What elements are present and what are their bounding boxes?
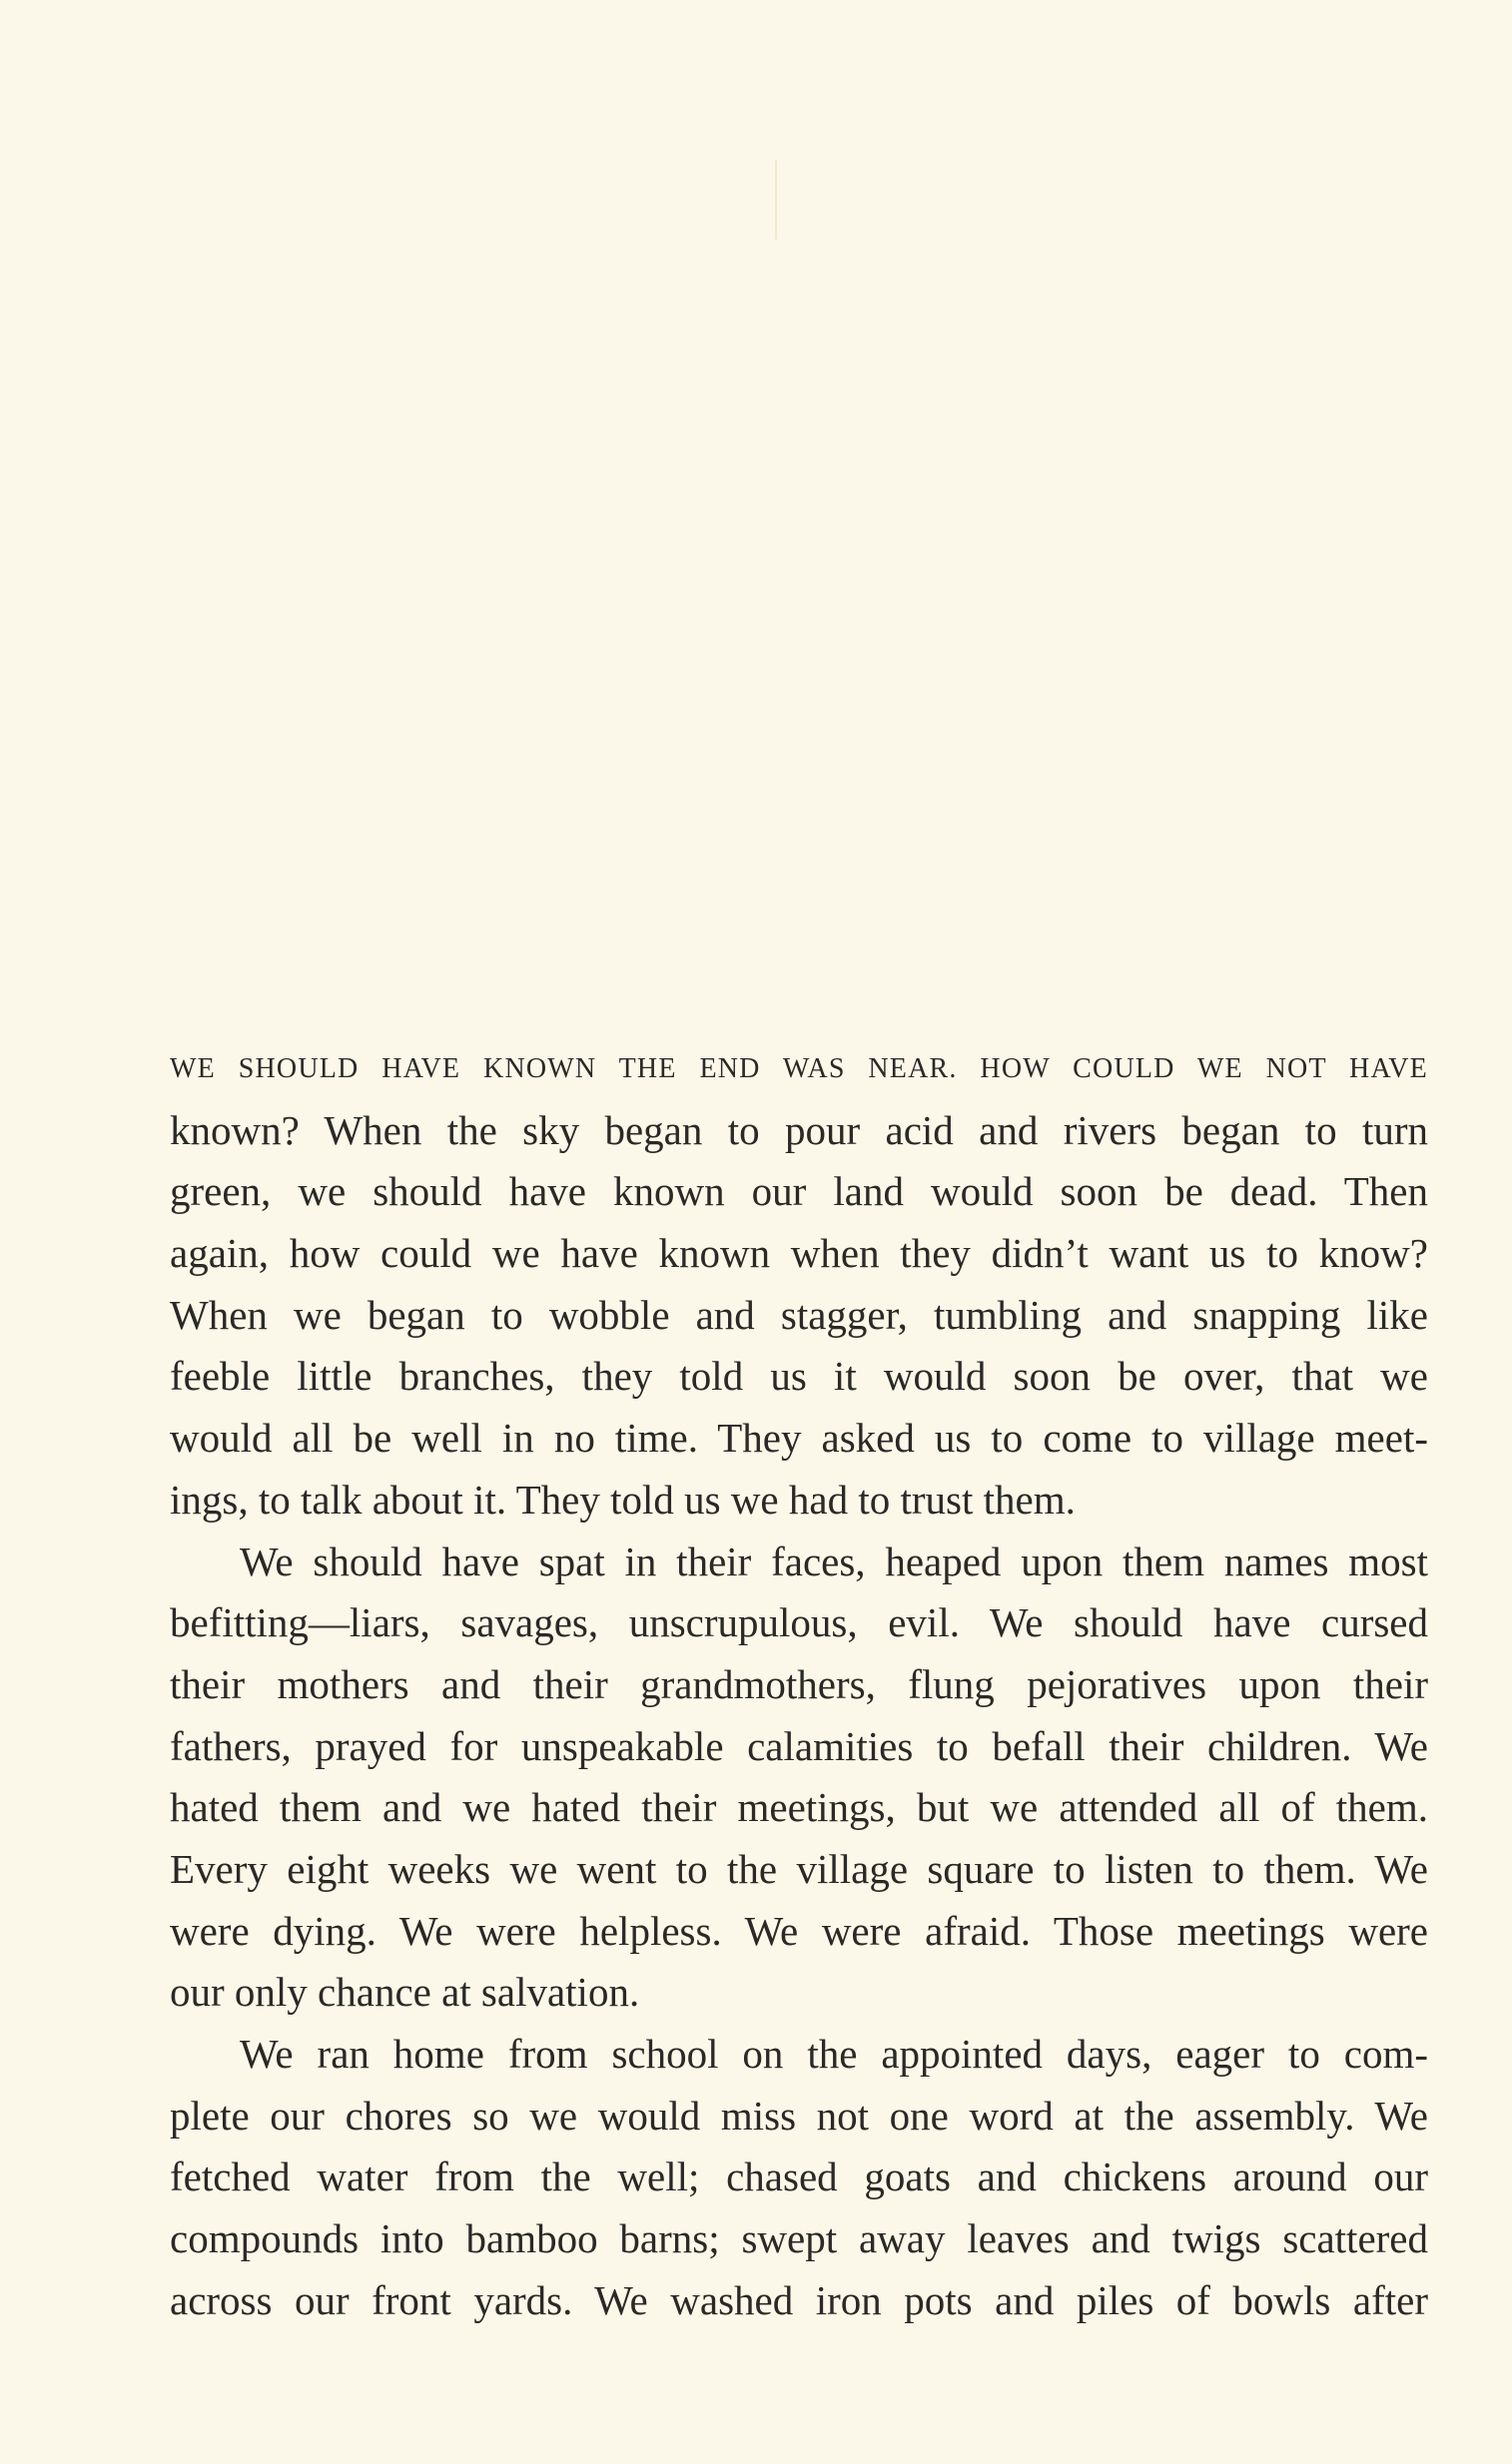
- text-line: fetched water from the well; chased goats and chickens around our: [170, 2154, 1428, 2200]
- text-line: compounds into bamboo barns; swept away leaves and twigs scattered: [170, 2215, 1428, 2262]
- text-line: We should have spat in their faces, heaped upon them names most: [240, 1538, 1428, 1584]
- text-line: ings, to talk about it. They told us we had to trust them.: [170, 1476, 1076, 1523]
- text-line: hated them and we hated their meetings, but we attended all of them.: [170, 1784, 1428, 1831]
- text-line: Every eight weeks we went to the village square to listen to them. We: [170, 1845, 1428, 1892]
- page-crease-mark: [775, 160, 777, 240]
- text-line: befitting—liars, savages, unscrupulous, evil. We should have cursed: [170, 1599, 1428, 1646]
- paragraph-3: [170, 2024, 1428, 2331]
- text-line: were dying. We were helpless. We were afraid. Those meetings were: [170, 1907, 1428, 1954]
- opening-line-small-caps: WE SHOULD HAVE KNOWN THE END WAS NEAR. HOW COULD WE NOT HAVE: [170, 1053, 1428, 1084]
- paragraph-2: [170, 1532, 1428, 2025]
- text-line: We ran home from school on the appointed days, eager to com-: [240, 2031, 1428, 2077]
- text-line: again, how could we have known when they didn’t want us to know?: [170, 1230, 1428, 1277]
- text-line: would all be well in no time. They asked us to come to village meet-: [170, 1415, 1428, 1462]
- text-line: plete our chores so we would miss not one word at the assembly. We: [170, 2092, 1428, 2139]
- text-line: known? When the sky began to pour acid and rivers began to turn: [170, 1106, 1428, 1153]
- body-text: [170, 1038, 1428, 2331]
- text-line: When we began to wobble and stagger, tumbling and snapping like: [170, 1291, 1428, 1338]
- text-line: their mothers and their grandmothers, flung pejoratives upon their: [170, 1660, 1428, 1707]
- text-line: feeble little branches, they told us it would soon be over, that we: [170, 1353, 1428, 1400]
- text-line: fathers, prayed for unspeakable calamities to befall their children. We: [170, 1722, 1428, 1769]
- paragraph-1: [170, 1038, 1428, 1532]
- text-line: across our front yards. We washed iron pots and piles of bowls after: [170, 2276, 1428, 2323]
- text-line: our only chance at salvation.: [170, 1969, 640, 2016]
- text-line: green, we should have known our land would soon be dead. Then: [170, 1168, 1428, 1215]
